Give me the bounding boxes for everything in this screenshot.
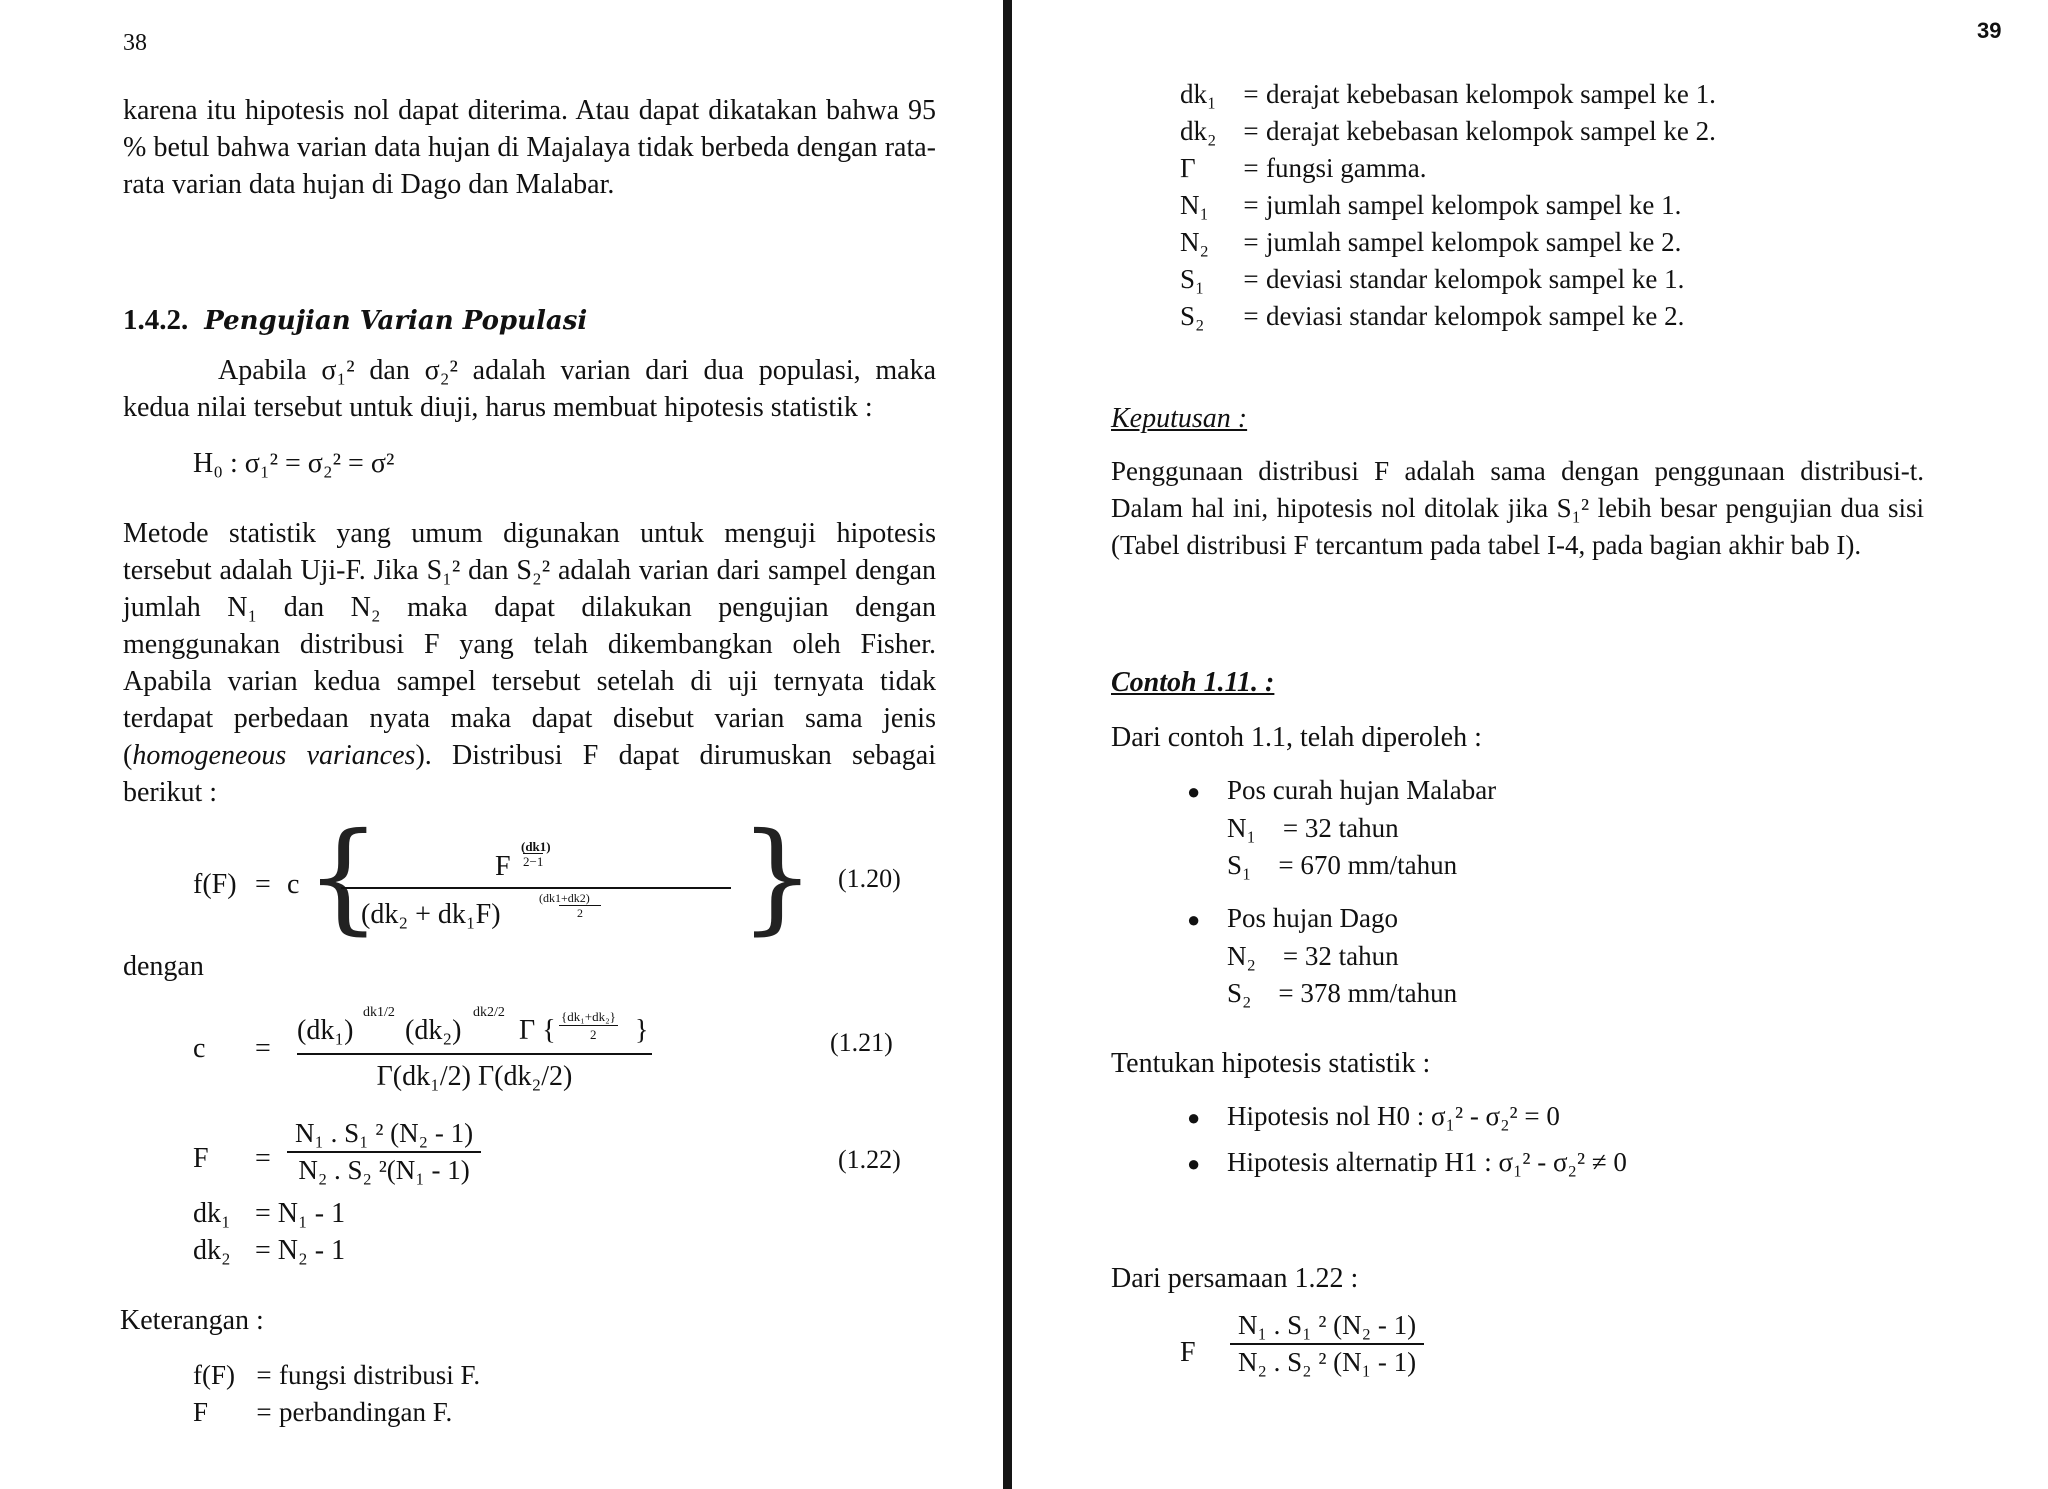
dk2-definition: dk₂ = N₂ - 1 (193, 1235, 346, 1266)
bullet-icon: ● (1187, 1105, 1201, 1130)
eq-number-1-22: (1.22) (838, 1145, 901, 1174)
hypotheses-list (1187, 1098, 1627, 1182)
eq122-numerator: N₁ . S₁ ² (N₂ - 1) (287, 1118, 481, 1153)
section-title: Pengujian Varian Populasi (204, 306, 588, 336)
contoh-intro: Dari contoh 1.1, telah diperoleh : (1111, 722, 1482, 753)
def-row: dk₂ = derajat kebebasan kelompok sampel ke 2. (1180, 116, 1716, 146)
contoh-heading: Contoh 1.11. : (1111, 667, 1275, 698)
eq122-lhs: F (193, 1143, 209, 1174)
left-brace: { (305, 808, 382, 947)
eq120-fraction (341, 837, 731, 939)
eq122-eq: = (255, 1143, 271, 1174)
book-spine (1003, 0, 1012, 1489)
def-row: N₂ = jumlah sampel kelompok sampel ke 2. (1180, 227, 1682, 257)
bullet-icon: ● (1187, 1151, 1201, 1176)
pos-dago: ● Pos hujan Dago N₂ = 32 tahun S₂ = 378 mm/tahun (1187, 903, 1458, 1008)
h1-text: Hipotesis alternatip H1 : σ₁² - σ₂² ≠ 0 (1227, 1147, 1627, 1177)
tentukan-label: Tentukan hipotesis statistik : (1111, 1048, 1431, 1079)
eq120-lhs: f(F) (193, 869, 237, 900)
bullet-icon: ● (1187, 779, 1201, 804)
left-definitions (193, 1357, 480, 1431)
para2-italic: homogeneous variances (132, 740, 416, 771)
left-page (0, 0, 1003, 1489)
right-page (1012, 0, 2048, 1489)
final-eq-lhs: F (1180, 1337, 1196, 1368)
eq121-numerator: (dk₁) dk1/2 (dk₂) dk2/2 Γ { {dk₁+dk₂} 2 } (297, 1005, 652, 1055)
right-definitions (1180, 76, 1716, 335)
eq120-denominator: (dk₂ + dk₁F) (dk1+dk2) 2 (341, 889, 731, 939)
def-row: S₁ = deviasi standar kelompok sampel ke 1. (1180, 264, 1685, 294)
right-brace: } (739, 808, 816, 947)
para2-end: ). Distribusi F dapat dirumuskan sebagai berikut : (123, 740, 936, 808)
final-eq-denominator: N₂ . S₂ ² (N₁ - 1) (1238, 1347, 1417, 1377)
pos-malabar: ● Pos curah hujan Malabar N₁ = 32 tahun S₁ = 670 mm/tahun (1187, 775, 1497, 880)
dk1-definition: dk₁ = N₁ - 1 (193, 1198, 346, 1229)
section-heading (123, 304, 587, 337)
null-hypothesis: H₀ : σ₁² = σ₂² = σ² (193, 448, 395, 479)
def-row: dk₁ = derajat kebebasan kelompok sampel ke 1. (1180, 79, 1716, 109)
eq121-eq: = (255, 1033, 271, 1064)
eq122-denominator: N₂ . S₂ ²(N₁ - 1) (298, 1155, 470, 1185)
def-row: S₂ = deviasi standar kelompok sampel ke 2. (1180, 301, 1685, 331)
keputusan-heading: Keputusan : (1111, 403, 1248, 434)
h0-text: Hipotesis nol H0 : σ₁² - σ₂² = 0 (1227, 1101, 1560, 1131)
dari-persamaan-label: Dari persamaan 1.22 : (1111, 1263, 1359, 1294)
eq-number-1-20: (1.20) (838, 864, 901, 893)
eq121-fraction (297, 1005, 652, 1093)
eq121-denominator: Γ(dk₁/2) Γ(dk₂/2) (376, 1061, 573, 1092)
intro-paragraph: karena itu hipotesis nol dapat diterima. Atau dapat dikatakan bahwa 95 % betul bahwa varian data hujan di Majalaya tidak berbeda dengan rata-rata varian data hujan di Dago dan Malabar. (123, 95, 936, 200)
keterangan-label: Keterangan : (120, 1305, 264, 1336)
bullet-icon: ● (1187, 907, 1201, 932)
paragraph-f-test (123, 515, 936, 811)
page-number-right: 39 (1977, 18, 2002, 43)
def-row: N₁ = jumlah sampel kelompok sampel ke 1. (1180, 190, 1682, 220)
eq-number-1-21: (1.21) (830, 1028, 893, 1057)
eq120-eq: = (255, 869, 271, 900)
eq120-c: c (287, 869, 300, 900)
equation-1-22 (193, 1118, 693, 1198)
final-eq-numerator: N₁ . S₁ ² (N₂ - 1) (1230, 1310, 1424, 1345)
section-number: 1.4.2. (123, 304, 189, 336)
keputusan-paragraph: Penggunaan distribusi F adalah sama dengan penggunaan distribusi-t. Dalam hal ini, hipotesis nol ditolak jika S₁² lebih besar pengujian dua sisi (Tabel distribusi F tercantum pada tabel I-4, pada bagian akhir bab I). (1111, 456, 1924, 560)
page-number-left: 38 (123, 30, 147, 56)
dengan-label: dengan (123, 951, 204, 982)
def-row: F = perbandingan F. (193, 1397, 453, 1427)
equation-1-21 (193, 1005, 953, 1115)
eq122-fraction (287, 1118, 481, 1186)
def-row: f(F) = fungsi distribusi F. (193, 1360, 481, 1390)
para2-start: Metode statistik yang umum digunakan untuk menguji hipotesis tersebut adalah Uji-F. Jika S₁² dan S₂² adalah varian dari sampel dengan jumlah N₁ dan N₂ maka dapat dilakukan pengujian dengan menggunakan distribusi F yang telah dikembangkan oleh Fisher. Apabila varian kedua sampel tersebut setelah di uji ternyata tidak terdapat perbedaan nyata maka dapat disebut varian sama jenis ( (123, 518, 936, 771)
paragraph-variance-intro: Apabila σ₁² dan σ₂² adalah varian dari dua populasi, maka kedua nilai tersebut untuk diuji, harus membuat hipotesis statistik : (123, 355, 936, 423)
eq121-lhs: c (193, 1033, 206, 1064)
def-row: Γ = fungsi gamma. (1180, 153, 1427, 183)
eq120-numerator: F (dk1) 2−1 (341, 837, 731, 889)
